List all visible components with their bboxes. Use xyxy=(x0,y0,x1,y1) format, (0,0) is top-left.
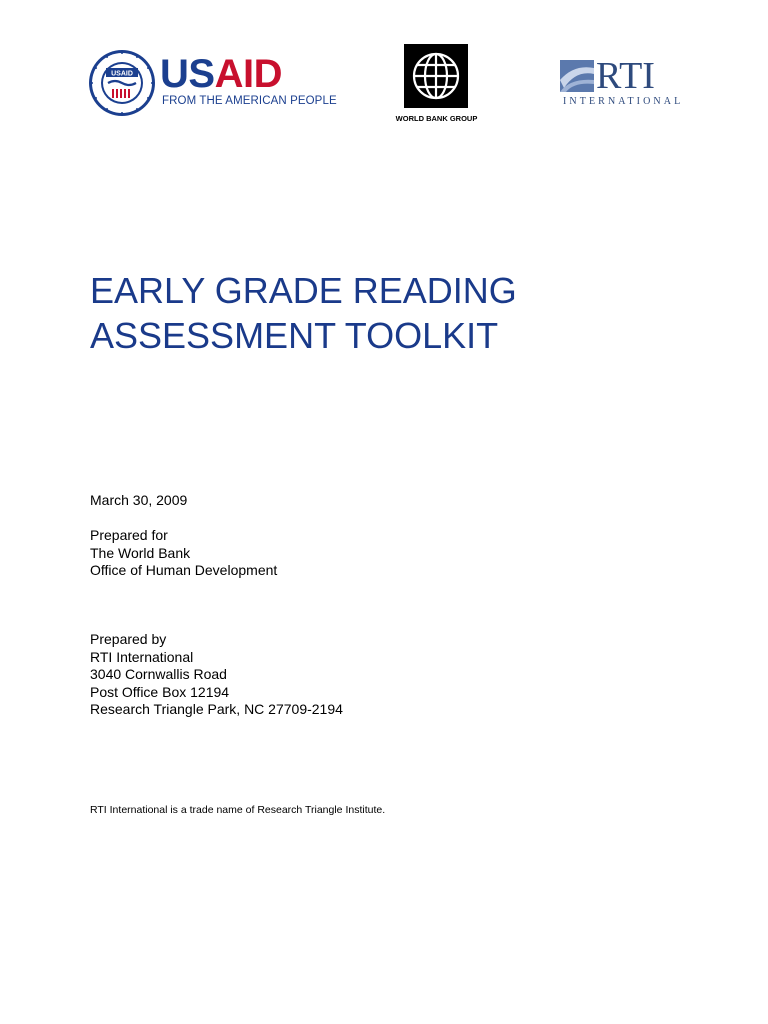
usaid-word-aid: AID xyxy=(214,52,282,96)
usaid-word-us: US xyxy=(160,52,215,96)
rti-logo xyxy=(560,55,684,110)
usaid-wordmark xyxy=(160,54,282,94)
date-block xyxy=(90,492,187,510)
rti-wordmark: RTI xyxy=(596,55,655,97)
prepared-for-line: The World Bank xyxy=(90,544,191,561)
trade-name-footnote: RTI International is a trade name of Research Triangle Institute. xyxy=(90,804,386,816)
prepared-for-block xyxy=(90,527,277,580)
world-bank-logo xyxy=(394,44,484,124)
prepared-by-line: Post Office Box 12194 xyxy=(90,683,230,700)
document-title xyxy=(90,268,690,358)
title-line-1: EARLY GRADE READING xyxy=(90,270,517,311)
rti-mark-icon xyxy=(560,60,594,92)
prepared-by-line: Research Triangle Park, NC 27709-2194 xyxy=(90,701,343,717)
prepared-by-line: 3040 Cornwallis Road xyxy=(90,666,227,682)
usaid-seal-text: USAID xyxy=(111,70,133,78)
usaid-logo xyxy=(88,47,337,117)
globe-icon xyxy=(404,44,468,108)
prepared-by-line: RTI International xyxy=(90,648,194,665)
title-line-2: ASSESSMENT TOOLKIT xyxy=(90,315,499,356)
prepared-for-line: Office of Human Development xyxy=(90,562,278,578)
usaid-tagline: FROM THE AMERICAN PEOPLE xyxy=(162,95,337,107)
rti-subtitle: INTERNATIONAL xyxy=(563,96,684,107)
usaid-seal-icon xyxy=(88,49,156,117)
prepared-for-heading: Prepared for xyxy=(90,527,168,543)
prepared-by-block xyxy=(90,631,343,719)
world-bank-label: WORLD BANK GROUP xyxy=(395,114,478,123)
document-date: March 30, 2009 xyxy=(90,492,188,508)
prepared-by-heading: Prepared by xyxy=(90,631,167,647)
